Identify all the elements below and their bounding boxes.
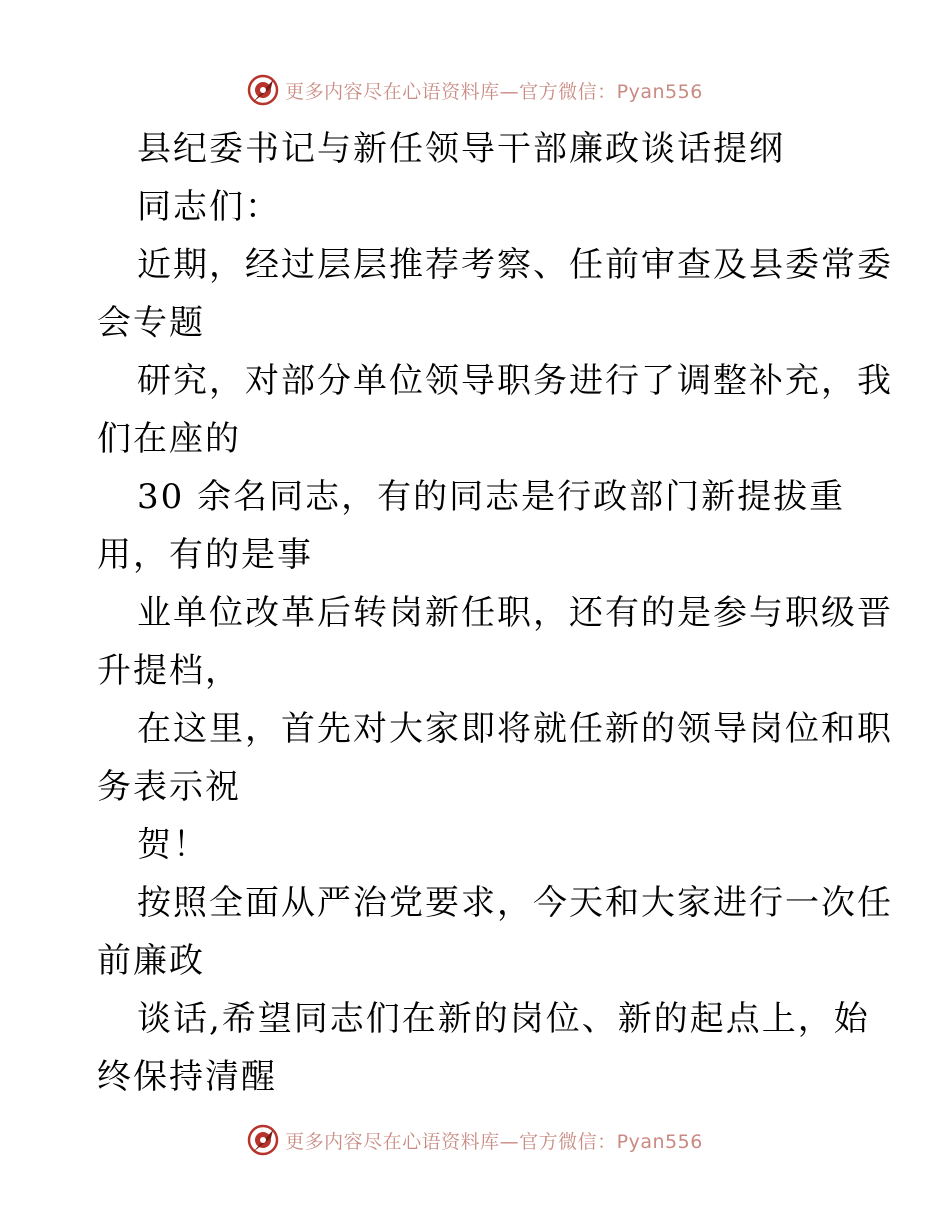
document-line: 终保持清醒: [97, 1057, 277, 1097]
document-line: 贺！: [137, 825, 209, 865]
document-line: 业单位改革后转岗新任职，还有的是参与职级晋: [137, 593, 893, 633]
document-line: 谈话,希望同志们在新的岗位、新的起点上，始: [137, 999, 870, 1039]
footer-banner-text: 更多内容尽在心语资料库—官方微信：Pyan556: [285, 1130, 703, 1153]
document-line: 县纪委书记与新任领导干部廉政谈话提纲: [137, 129, 785, 169]
document-line: 升提档，: [97, 651, 241, 691]
document-line: 前廉政: [97, 941, 205, 981]
document-line: 们在座的: [97, 419, 241, 459]
document-line: 按照全面从严治党要求，今天和大家进行一次任: [137, 883, 893, 923]
quill-pen-logo-icon: [247, 1124, 279, 1156]
header-banner: [0, 70, 950, 110]
document-line: 同志们：: [137, 187, 281, 227]
document-line: 会专题: [97, 303, 205, 343]
document-line: 近期，经过层层推荐考察、任前审查及县委常委: [137, 245, 893, 285]
document-line: 在这里，首先对大家即将就任新的领导岗位和职: [137, 709, 893, 749]
document-line: 务表示祝: [97, 767, 241, 807]
document-line: 用，有的是事: [97, 535, 313, 575]
document-line: 30 余名同志，有的同志是行政部门新提拔重: [137, 477, 846, 517]
header-banner-text: 更多内容尽在心语资料库—官方微信：Pyan556: [285, 80, 703, 103]
document-line: 研究，对部分单位领导职务进行了调整补充，我: [137, 361, 893, 401]
footer-banner: [0, 1120, 950, 1160]
quill-pen-logo-icon: [247, 74, 279, 106]
document-body: [97, 120, 893, 1106]
